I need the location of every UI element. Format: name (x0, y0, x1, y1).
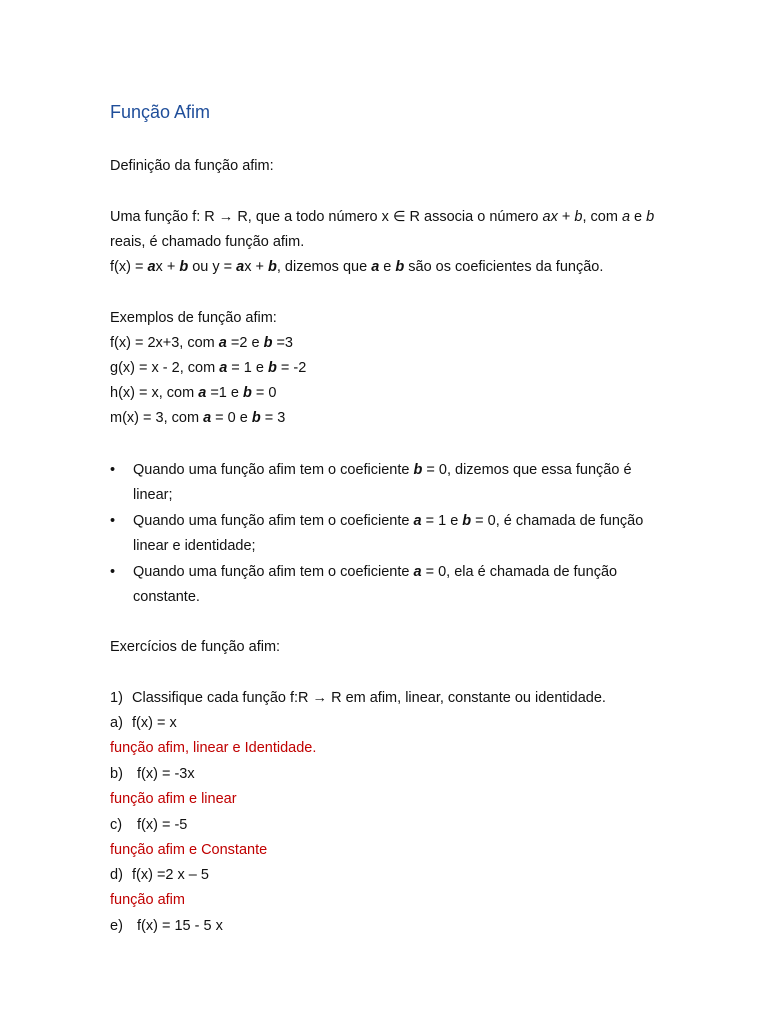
item-label: c) (110, 817, 123, 833)
example-line (110, 409, 285, 427)
item-label: d) (110, 867, 123, 883)
item-label: b) (110, 766, 123, 782)
example-text: = 0 e (211, 410, 252, 426)
example-text: =3 (272, 335, 293, 351)
def3-coef: b (268, 259, 277, 275)
bullet-text: = 0, ela é chamada de função (421, 564, 618, 580)
bullet-text: Quando uma função afim tem o coeficiente (133, 462, 414, 478)
example-coef-b: b (267, 360, 277, 376)
example-text: h(x) = x, com (110, 385, 199, 401)
def3-coef: a (147, 259, 156, 275)
example-line (110, 384, 276, 402)
exercise-text: Classifique cada função f:R → R em afim, linear, constante ou identidade. (132, 690, 606, 706)
item-b-answer: função afim e linear (110, 791, 237, 807)
item-c (110, 816, 187, 834)
def-plus: + (557, 209, 575, 225)
def3-coef: a (236, 259, 245, 275)
item-a (110, 714, 177, 732)
def3-coef: a (371, 259, 380, 275)
bullet-3-line-2: constante. (133, 589, 200, 605)
example-coef-a: a (219, 360, 228, 376)
bullet-1-line-1 (133, 461, 632, 479)
def3-text: f(x) = (110, 259, 148, 275)
def-a2: a (621, 209, 631, 225)
bullet-2-line-1 (133, 512, 643, 530)
item-b (110, 765, 195, 783)
example-text: m(x) = 3, com (110, 410, 204, 426)
bullet-coef: b (462, 513, 472, 529)
def-ax: ax (542, 209, 558, 225)
example-text: = 0 (251, 385, 277, 401)
examples-heading: Exemplos de função afim: (110, 310, 277, 326)
item-c-answer: função afim e Constante (110, 842, 268, 858)
bullet-text: = 1 e (421, 513, 463, 529)
item-e (110, 917, 223, 935)
definition-line-2: reais, é chamado função afim. (110, 234, 305, 250)
bullet-marker: • (110, 564, 116, 580)
def3-text: , dizemos que (276, 259, 372, 275)
bullet-text: = 0, é chamada de função (471, 513, 644, 529)
definition-line-1 (110, 208, 654, 226)
def3-text: e (379, 259, 396, 275)
def3-text: são os coeficientes da função. (404, 259, 604, 275)
example-coef-a: a (218, 335, 227, 351)
exercises-heading: Exercícios de função afim: (110, 639, 281, 655)
example-line (110, 334, 293, 352)
bullet-coef: a (413, 564, 422, 580)
item-expr: f(x) =2 x – 5 (132, 867, 209, 883)
example-text: =2 e (226, 335, 264, 351)
item-d-answer: função afim (110, 892, 185, 908)
bullet-text: Quando uma função afim tem o coeficiente (133, 564, 414, 580)
example-text: g(x) = x - 2, com (110, 360, 220, 376)
example-text: = 1 e (227, 360, 268, 376)
example-coef-a: a (198, 385, 207, 401)
bullet-text: Quando uma função afim tem o coeficiente (133, 513, 414, 529)
bullet-coef: a (413, 513, 422, 529)
example-text: f(x) = 2x+3, com (110, 335, 219, 351)
def-e: e (630, 209, 647, 225)
def3-text: x + (155, 259, 180, 275)
example-text: = -2 (276, 360, 307, 376)
item-expr: f(x) = -3x (137, 766, 195, 782)
exercise-1 (110, 689, 606, 707)
item-expr: f(x) = -5 (137, 817, 188, 833)
bullet-text: = 0, dizemos que essa função é (422, 462, 632, 478)
def3-coef: b (179, 259, 189, 275)
item-expr: f(x) = 15 - 5 x (137, 918, 223, 934)
item-label: a) (110, 715, 123, 731)
bullet-marker: • (110, 462, 116, 478)
example-text: =1 e (206, 385, 243, 401)
def-b: b (574, 209, 583, 225)
page-title: Função Afim (110, 102, 211, 122)
def-text: Uma função f: R → R, que a todo número x ∈ R associa o número (110, 209, 543, 225)
example-coef-a: a (203, 410, 212, 426)
item-expr: f(x) = x (132, 715, 177, 731)
definition-line-3 (110, 258, 603, 276)
item-d (110, 866, 209, 884)
example-text: = 3 (260, 410, 286, 426)
example-coef-b: b (263, 335, 273, 351)
bullet-coef: b (413, 462, 423, 478)
exercise-number: 1) (110, 690, 123, 706)
item-label: e) (110, 918, 123, 934)
definition-heading: Definição da função afim: (110, 158, 274, 174)
def-b2: b (646, 209, 655, 225)
item-a-answer: função afim, linear e Identidade. (110, 740, 317, 756)
def-com: , com (582, 209, 622, 225)
example-coef-b: b (251, 410, 261, 426)
example-line (110, 359, 306, 377)
def3-text: ou y = (188, 259, 237, 275)
bullet-3-line-1 (133, 563, 617, 581)
def3-coef: b (395, 259, 405, 275)
bullet-1-line-2: linear; (133, 487, 173, 503)
def3-text: x + (244, 259, 269, 275)
bullet-2-line-2: linear e identidade; (133, 538, 256, 554)
example-coef-b: b (243, 385, 252, 401)
bullet-marker: • (110, 513, 116, 529)
